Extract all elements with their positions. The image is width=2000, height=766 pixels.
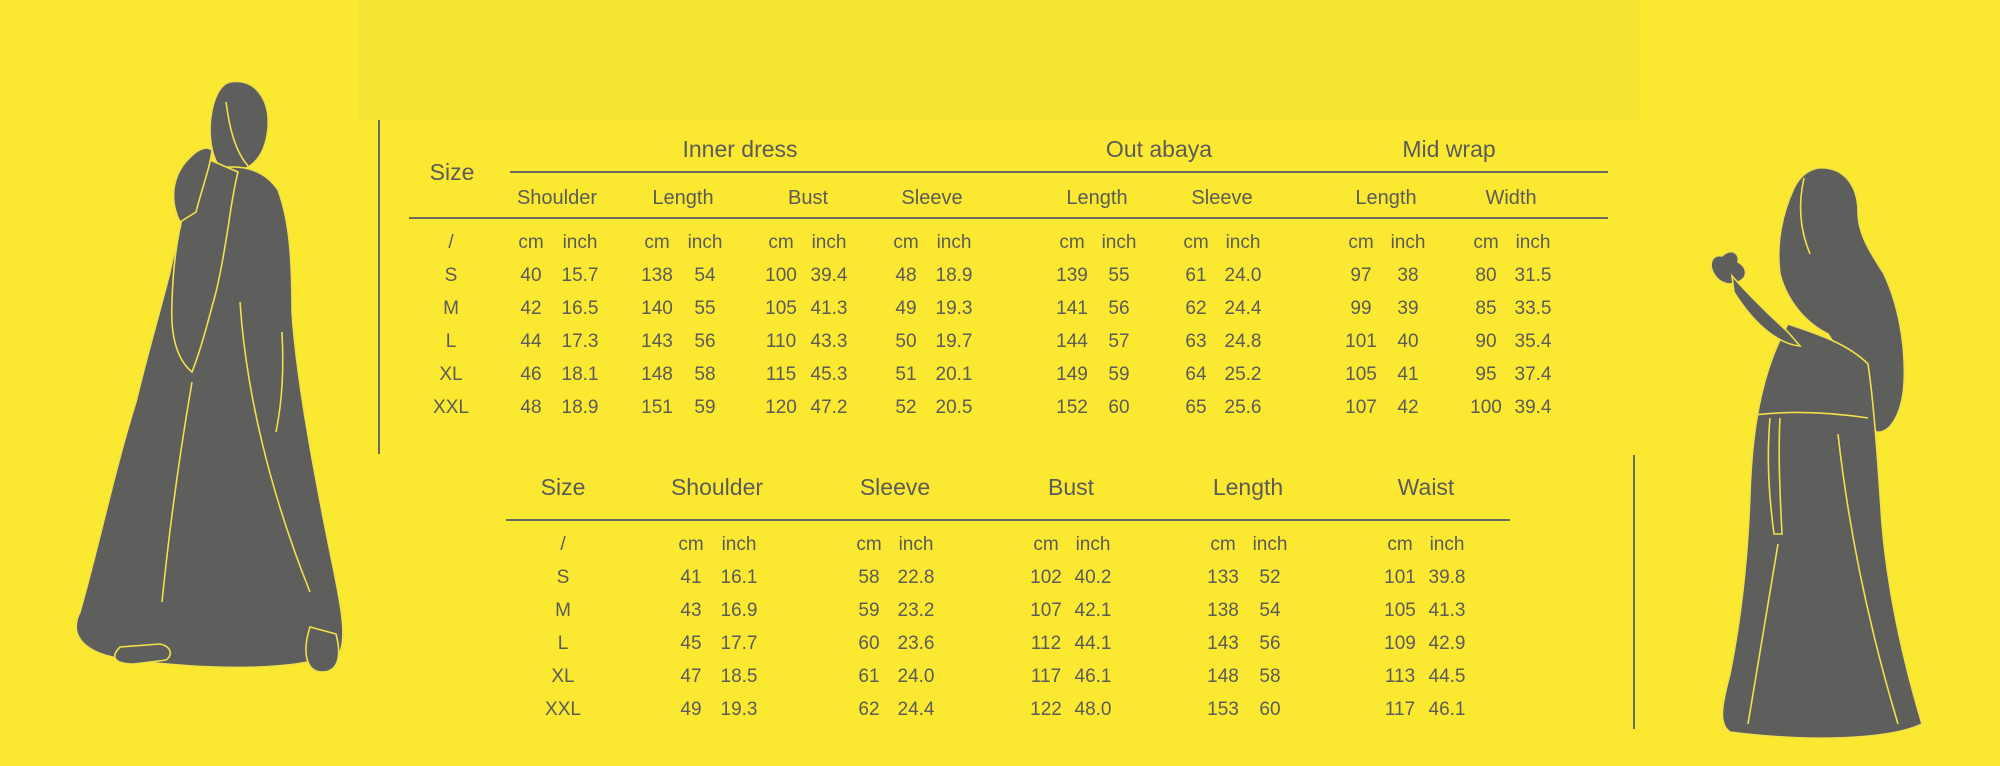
size-cell: L (557, 633, 569, 654)
col-wrap-width: Width (1485, 187, 1537, 209)
inch-value-cell: 55 (1108, 265, 1130, 286)
unit-size-cell: / (448, 232, 454, 253)
inch-value-cell: 44.5 (1428, 666, 1466, 687)
inch-value-cell: 47.2 (810, 397, 848, 418)
cm-value-cell: 101 (1384, 567, 1416, 588)
unit-inch-cell: inch (1101, 232, 1137, 253)
size-cell: M (443, 298, 459, 319)
inch-value-cell: 18.1 (561, 364, 599, 385)
inch-value-cell: 18.5 (720, 666, 758, 687)
cm-value-cell: 152 (1056, 397, 1088, 418)
cm-value-cell: 95 (1475, 364, 1497, 385)
col-abaya-length: Length (1066, 187, 1128, 209)
size-cell: XXL (545, 699, 581, 720)
cm-value-cell: 107 (1030, 600, 1062, 621)
cm-value-cell: 60 (858, 633, 880, 654)
right-model-figure (1708, 164, 1928, 744)
cm-value-cell: 143 (641, 331, 673, 352)
cm-value-cell: 61 (1185, 265, 1207, 286)
inch-value-cell: 40 (1397, 331, 1419, 352)
cm-value-cell: 61 (858, 666, 880, 687)
cm-value-cell: 149 (1056, 364, 1088, 385)
unit-inch-cell: inch (1429, 534, 1465, 555)
inch-value-cell: 40.2 (1074, 567, 1112, 588)
unit-inch-cell: inch (1515, 232, 1551, 253)
col-abaya-sleeve: Sleeve (1191, 187, 1253, 209)
cm-value-cell: 49 (680, 699, 702, 720)
inch-value-cell: 43.3 (810, 331, 848, 352)
size-cell: XXL (433, 397, 469, 418)
group-mid-wrap: Mid wrap (1402, 136, 1496, 162)
inch-value-cell: 42.1 (1074, 600, 1112, 621)
unit-cm-cell: cm (678, 534, 704, 555)
cm-value-cell: 107 (1345, 397, 1377, 418)
cm-value-cell: 65 (1185, 397, 1207, 418)
inch-value-cell: 45.3 (810, 364, 848, 385)
inch-value-cell: 56 (1108, 298, 1130, 319)
cm-value-cell: 138 (1207, 600, 1239, 621)
inch-value-cell: 17.3 (561, 331, 599, 352)
unit-cm-cell: cm (1348, 232, 1374, 253)
inch-value-cell: 41 (1397, 364, 1419, 385)
cm-value-cell: 62 (858, 699, 880, 720)
cm-value-cell: 44 (520, 331, 542, 352)
inch-value-cell: 58 (1259, 666, 1281, 687)
inch-value-cell: 41.3 (810, 298, 848, 319)
inch-value-cell: 38 (1397, 265, 1419, 286)
cm-value-cell: 90 (1475, 331, 1497, 352)
inch-value-cell: 16.9 (720, 600, 758, 621)
inch-value-cell: 19.3 (935, 298, 973, 319)
col-shoulder: Shoulder (516, 187, 598, 209)
inch-value-cell: 57 (1108, 331, 1130, 352)
inch-value-cell: 25.2 (1224, 364, 1262, 385)
size-cell: S (556, 567, 570, 588)
unit-inch-cell: inch (562, 232, 598, 253)
cm-value-cell: 100 (1470, 397, 1502, 418)
inch-value-cell: 39.4 (1514, 397, 1552, 418)
unit-cm-cell: cm (518, 232, 544, 253)
inch-value-cell: 59 (694, 397, 716, 418)
top-band (358, 0, 1640, 120)
cm-value-cell: 46 (520, 364, 542, 385)
inch-value-cell: 56 (694, 331, 716, 352)
cm-value-cell: 47 (680, 666, 702, 687)
inch-value-cell: 17.7 (720, 633, 758, 654)
cm-value-cell: 117 (1384, 699, 1416, 720)
cm-value-cell: 63 (1185, 331, 1207, 352)
size-cell: S (444, 265, 458, 286)
cm-value-cell: 153 (1207, 699, 1239, 720)
cm-value-cell: 52 (895, 397, 917, 418)
unit-cm-cell: cm (1387, 534, 1413, 555)
inch-value-cell: 42 (1397, 397, 1419, 418)
cm-value-cell: 143 (1207, 633, 1239, 654)
cm-value-cell: 133 (1207, 567, 1239, 588)
inch-value-cell: 46.1 (1074, 666, 1112, 687)
unit-cm-cell: cm (768, 232, 794, 253)
size-cell: L (445, 331, 457, 352)
bottom-col-waist: Waist (1397, 474, 1455, 500)
unit-size-cell: / (560, 534, 566, 555)
inch-value-cell: 41.3 (1428, 600, 1466, 621)
inch-value-cell: 48.0 (1074, 699, 1112, 720)
inch-value-cell: 44.1 (1074, 633, 1112, 654)
bottom-col-shoulder: Shoulder (670, 474, 764, 500)
cm-value-cell: 144 (1056, 331, 1088, 352)
unit-cm-cell: cm (1210, 534, 1236, 555)
inch-value-cell: 54 (1259, 600, 1281, 621)
cm-value-cell: 122 (1030, 699, 1062, 720)
top-size-header: Size (429, 159, 475, 185)
col-bust: Bust (787, 187, 829, 209)
group-out-abaya: Out abaya (1105, 136, 1213, 162)
cm-value-cell: 151 (641, 397, 673, 418)
bottom-col-sleeve: Sleeve (859, 474, 931, 500)
unit-cm-cell: cm (644, 232, 670, 253)
inch-value-cell: 39 (1397, 298, 1419, 319)
size-cell: XL (439, 364, 463, 385)
inch-value-cell: 31.5 (1514, 265, 1552, 286)
cm-value-cell: 97 (1350, 265, 1372, 286)
unit-cm-cell: cm (1033, 534, 1059, 555)
cm-value-cell: 48 (895, 265, 917, 286)
cm-value-cell: 50 (895, 331, 917, 352)
inch-value-cell: 24.0 (1224, 265, 1262, 286)
inch-value-cell: 15.7 (561, 265, 599, 286)
inch-value-cell: 23.6 (897, 633, 935, 654)
cm-value-cell: 105 (1345, 364, 1377, 385)
cm-value-cell: 100 (765, 265, 797, 286)
unit-inch-cell: inch (898, 534, 934, 555)
inch-value-cell: 33.5 (1514, 298, 1552, 319)
inch-value-cell: 24.4 (1224, 298, 1262, 319)
size-cell: M (555, 600, 571, 621)
cm-value-cell: 148 (1207, 666, 1239, 687)
cm-value-cell: 40 (520, 265, 542, 286)
cm-value-cell: 49 (895, 298, 917, 319)
unit-inch-cell: inch (1252, 534, 1288, 555)
cm-value-cell: 139 (1056, 265, 1088, 286)
cm-value-cell: 43 (680, 600, 702, 621)
cm-value-cell: 138 (641, 265, 673, 286)
cm-value-cell: 102 (1030, 567, 1062, 588)
bottom-size-header: Size (540, 474, 586, 500)
cm-value-cell: 117 (1030, 666, 1062, 687)
cm-value-cell: 120 (765, 397, 797, 418)
col-wrap-length: Length (1355, 187, 1417, 209)
cm-value-cell: 110 (765, 331, 797, 352)
inch-value-cell: 39.8 (1428, 567, 1466, 588)
inch-value-cell: 60 (1108, 397, 1130, 418)
cm-value-cell: 99 (1350, 298, 1372, 319)
cm-value-cell: 85 (1475, 298, 1497, 319)
cm-value-cell: 113 (1384, 666, 1416, 687)
unit-cm-cell: cm (856, 534, 882, 555)
inch-value-cell: 42.9 (1428, 633, 1466, 654)
unit-inch-cell: inch (687, 232, 723, 253)
cm-value-cell: 115 (765, 364, 797, 385)
unit-inch-cell: inch (721, 534, 757, 555)
unit-cm-cell: cm (1473, 232, 1499, 253)
cm-value-cell: 64 (1185, 364, 1207, 385)
left-vertical-rule (378, 120, 380, 454)
inch-value-cell: 59 (1108, 364, 1130, 385)
cm-value-cell: 140 (641, 298, 673, 319)
unit-inch-cell: inch (1075, 534, 1111, 555)
left-model-figure (70, 72, 350, 680)
inch-value-cell: 60 (1259, 699, 1281, 720)
bottom-header-divider (506, 519, 1510, 521)
inch-value-cell: 24.8 (1224, 331, 1262, 352)
cm-value-cell: 59 (858, 600, 880, 621)
inch-value-cell: 56 (1259, 633, 1281, 654)
inch-value-cell: 16.5 (561, 298, 599, 319)
inch-value-cell: 35.4 (1514, 331, 1552, 352)
inch-value-cell: 22.8 (897, 567, 935, 588)
inch-value-cell: 54 (694, 265, 716, 286)
cm-value-cell: 80 (1475, 265, 1497, 286)
cm-value-cell: 62 (1185, 298, 1207, 319)
inch-value-cell: 24.4 (897, 699, 935, 720)
cm-value-cell: 105 (1384, 600, 1416, 621)
inch-value-cell: 55 (694, 298, 716, 319)
inch-value-cell: 16.1 (720, 567, 758, 588)
inch-value-cell: 24.0 (897, 666, 935, 687)
unit-cm-cell: cm (1059, 232, 1085, 253)
cm-value-cell: 42 (520, 298, 542, 319)
unit-cm-cell: cm (893, 232, 919, 253)
cm-value-cell: 51 (895, 364, 917, 385)
right-vertical-rule (1633, 455, 1635, 729)
inch-value-cell: 58 (694, 364, 716, 385)
inch-value-cell: 18.9 (561, 397, 599, 418)
bottom-col-bust: Bust (1047, 474, 1095, 500)
col-inner-sleeve: Sleeve (901, 187, 963, 209)
inch-value-cell: 19.7 (935, 331, 973, 352)
unit-inch-cell: inch (811, 232, 847, 253)
inch-value-cell: 37.4 (1514, 364, 1552, 385)
col-inner-length: Length (652, 187, 714, 209)
inch-value-cell: 46.1 (1428, 699, 1466, 720)
inch-value-cell: 19.3 (720, 699, 758, 720)
bottom-col-length: Length (1212, 474, 1284, 500)
cm-value-cell: 148 (641, 364, 673, 385)
top-header-divider (409, 217, 1608, 219)
top-group-divider (510, 171, 1608, 173)
cm-value-cell: 105 (765, 298, 797, 319)
cm-value-cell: 101 (1345, 331, 1377, 352)
inch-value-cell: 18.9 (935, 265, 973, 286)
inch-value-cell: 52 (1259, 567, 1281, 588)
unit-cm-cell: cm (1183, 232, 1209, 253)
inch-value-cell: 25.6 (1224, 397, 1262, 418)
unit-inch-cell: inch (936, 232, 972, 253)
cm-value-cell: 48 (520, 397, 542, 418)
inch-value-cell: 20.5 (935, 397, 973, 418)
cm-value-cell: 109 (1384, 633, 1416, 654)
inch-value-cell: 39.4 (810, 265, 848, 286)
unit-inch-cell: inch (1390, 232, 1426, 253)
size-cell: XL (551, 666, 575, 687)
cm-value-cell: 45 (680, 633, 702, 654)
inch-value-cell: 23.2 (897, 600, 935, 621)
cm-value-cell: 112 (1030, 633, 1062, 654)
group-inner-dress: Inner dress (682, 136, 798, 162)
cm-value-cell: 58 (858, 567, 880, 588)
cm-value-cell: 41 (680, 567, 702, 588)
unit-inch-cell: inch (1225, 232, 1261, 253)
inch-value-cell: 20.1 (935, 364, 973, 385)
cm-value-cell: 141 (1056, 298, 1088, 319)
